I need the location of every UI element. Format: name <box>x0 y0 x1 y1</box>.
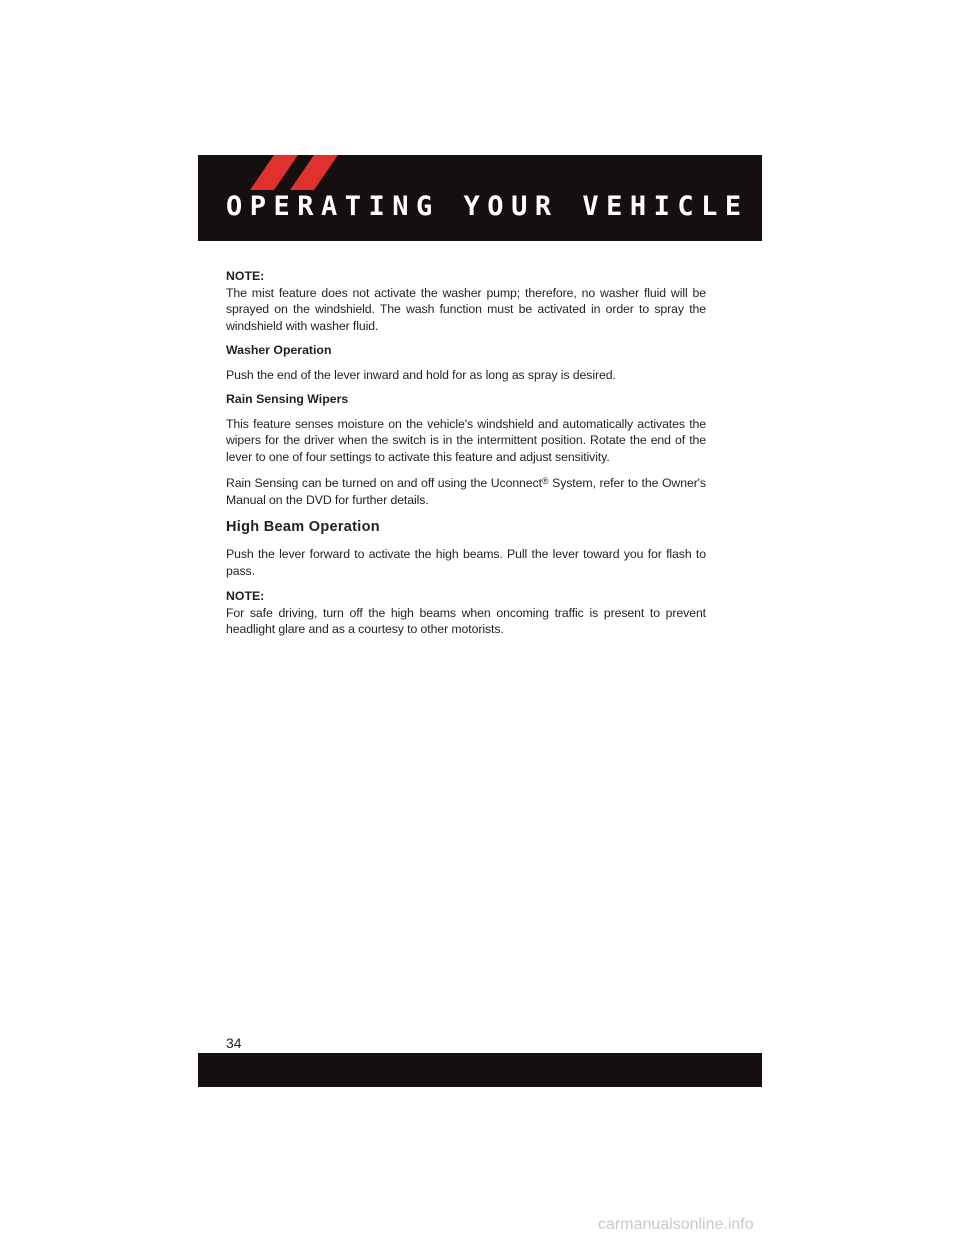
rain-sensing-uconnect-text <box>226 473 706 508</box>
page-content <box>226 268 706 638</box>
rain-sensing-uconnect-text-a: Rain Sensing can be turned on and off using the Uconnect <box>226 476 542 490</box>
note-text: For safe driving, turn off the high beams when oncoming traffic is present to prevent headlight glare and as a courtesy to other motorists. <box>226 605 706 636</box>
washer-operation-text: Push the end of the lever inward and hold for as long as spray is desired. <box>226 367 616 382</box>
watermark: carmanualsonline.info <box>598 1216 754 1233</box>
section-title: OPERATING YOUR VEHICLE <box>226 191 749 222</box>
note-text: The mist feature does not activate the washer pump; therefore, no washer fluid will be sprayed on the windshield. The wash function must be activated in order to spray the windshield with washer fluid. <box>226 285 706 333</box>
note-label: NOTE: <box>226 269 265 283</box>
rain-sensing-text: This feature senses moisture on the vehicle's windshield and automatically activates the wipers for the driver when the switch is in the intermittent position. Rotate the end of the lever to one of four settings to activate this feature and adjust sensitivity. <box>226 416 706 464</box>
racing-stripes-icon <box>250 155 340 190</box>
section-header-bar <box>198 155 762 241</box>
note-label: NOTE: <box>226 589 265 603</box>
rain-sensing-heading: Rain Sensing Wipers <box>226 392 349 406</box>
high-beam-heading: High Beam Operation <box>226 519 380 535</box>
washer-operation-heading: Washer Operation <box>226 343 332 357</box>
high-beam-text: Push the lever forward to activate the high beams. Pull the lever toward you for flash to pass. <box>226 547 706 578</box>
rain-sensing-uconnect-text-b: System, refer to the Owner's Manual on the DVD for further details. <box>226 476 706 507</box>
footer-bar <box>198 1053 762 1087</box>
page-number: 34 <box>226 1035 242 1051</box>
registered-mark: ® <box>541 476 549 486</box>
